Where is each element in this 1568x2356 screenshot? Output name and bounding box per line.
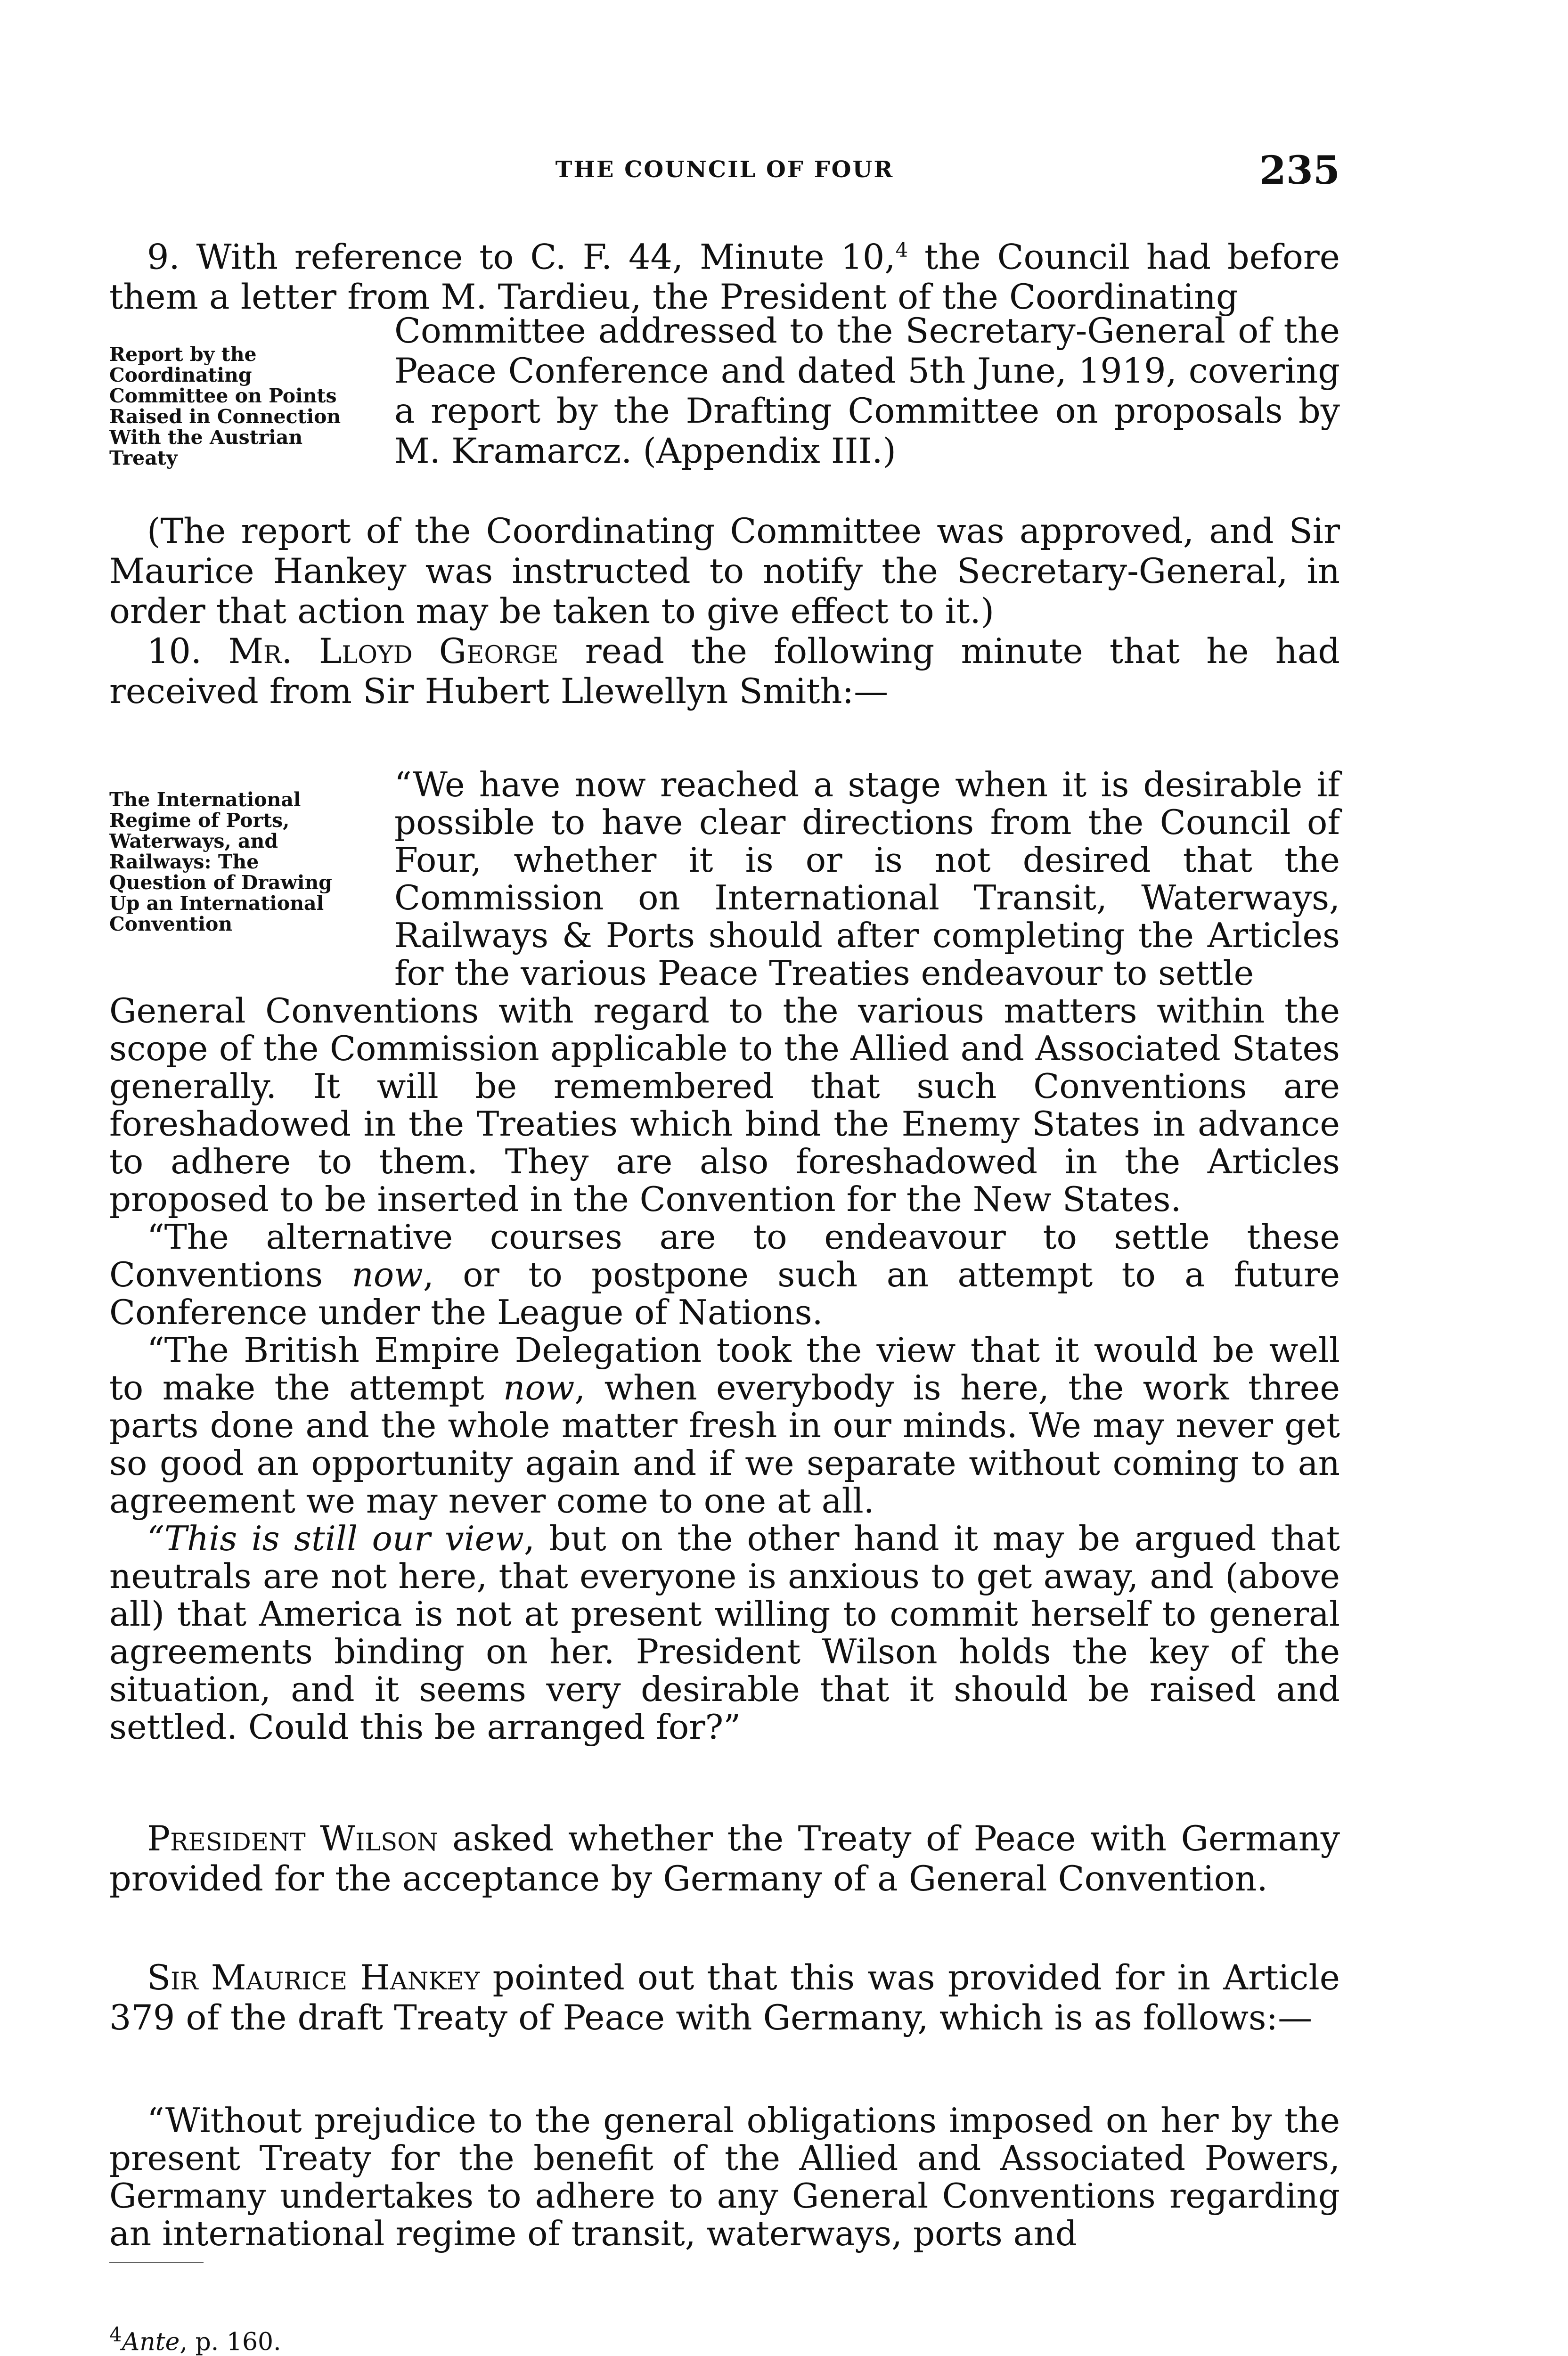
paragraph-approval-text: (The report of the Coordinating Committee was approved, and Sir Maurice Hankey was instructed to notify the Secretary-General, in order that action may be taken to give effect to it.) (109, 511, 1340, 631)
article-379-text: “Without prejudice to the general obligations imposed on her by the present Treaty for the benefit of the Allied and Associated Powers, Germany undertakes to adhere to any General Conventions regarding an international regime of transit, waterways, ports and (109, 2101, 1340, 2253)
running-header (109, 148, 1340, 199)
footnote-mark: 4 (109, 2323, 122, 2346)
paragraph-9-body (109, 311, 1340, 471)
quotation-block (109, 766, 1340, 1746)
footnote-ref: 4 (895, 238, 908, 262)
emphasis-still-our-view: “This is still our view (147, 1519, 524, 1558)
sidenote-coordinating-committee: Report by the Coordinating Committee on Points Raised in Connection With the Austrian Treaty (109, 343, 341, 469)
quote-paragraph-1-rest: General Conventions with regard to the various matters within the scope of the Commission applicable to the Allied and Associated States generally. It will be remembered that such Conventions are foreshadowed in the Treaties which bind the Enemy States in advance to adhere to them. They are also foreshadowed in the Articles proposed to be inserted in the Convention for the New States. (109, 991, 1340, 1219)
paragraph-9-cont: the Council had before them a letter from M. Tardieu, the President of the Coordinating (109, 237, 1340, 318)
paragraph-approval (109, 511, 1340, 631)
emphasis-now-2: now (503, 1368, 575, 1407)
speaker-wilson: President Wilson (147, 1819, 438, 1859)
quote-paragraph-3: “The British Empire Delegation took the view that it would be well to make the attempt now, when everybody is here, the work three parts done and the whole matter fresh in our minds. We may never get so good an opportunity again and if we separate without coming to an agreement we may never come to one at all. (109, 1330, 1340, 1521)
footnote (109, 2323, 281, 2356)
speaker-hankey: Sir Maurice Hankey (147, 1958, 480, 1998)
footnote-rule (109, 2262, 204, 2263)
speaker-lloyd-george: Mr. Lloyd George (228, 631, 559, 671)
paragraph-10-body: read the following minute that he had received from Sir Hubert Llewellyn Smith:— (109, 631, 1340, 712)
emphasis-now: now (351, 1255, 423, 1294)
paragraph-wilson (109, 1819, 1340, 1899)
page-number: 235 (1259, 148, 1340, 193)
paragraph-10 (109, 631, 1340, 712)
footnote-text: , p. 160. (180, 2328, 281, 2356)
quote-paragraph-2: “The alternative courses are to endeavour to settle these Conventions now, or to postpone such an attempt to a future Conference under the League of Nations. (109, 1217, 1340, 1332)
quote-paragraph-4: “This is still our view, but on the other hand it may be argued that neutrals are not here, that everyone is anxious to get away, and (above all) that America is not at present willing to commit herself to general agreements binding on her. President Wilson holds the key of the situation, and it seems very desirable that it should be raised and settled. Could this be arranged for?” (109, 1519, 1340, 1747)
paragraph-10-text (109, 631, 1340, 712)
paragraph-9-opening (109, 230, 1340, 317)
article-379-quote (109, 2102, 1340, 2252)
sidenote-international-regime: The International Regime of Ports, Waterways, and Railways: The Question of Drawing Up an International Convention (109, 788, 332, 935)
paragraph-9-lead: 9. With reference to C. F. 44, Minute 10, (147, 237, 896, 278)
paragraph-wilson-text: President Wilson asked whether the Treaty of Peace with Germany provided for the acceptance by Germany of a General Convention. (109, 1819, 1340, 1899)
paragraph-hankey (109, 1958, 1340, 2038)
paragraph-9-hanging: Committee addressed to the Secretary-General of the Peace Conference and dated 5th June, 1919, covering a report by the Drafting Committee on proposals by M. Kramarcz. (Appendix III.) (394, 311, 1340, 471)
paragraph-10-number: 10. (147, 631, 229, 671)
footnote-ante: Ante (122, 2328, 180, 2356)
quote-paragraph-1-first: “We have now reached a stage when it is desirable if possible to have clear directions from the Council of Four, whether it is or is not desired that the Commission on International Transit, Waterways, Railways & Ports should after completing the Articles for the various Peace Treaties endeavour to settle (394, 765, 1340, 993)
paragraph-hankey-text: Sir Maurice Hankey pointed out that this was provided for in Article 379 of the draft Treaty of Peace with Germany, which is as follows:— (109, 1958, 1340, 2038)
running-title: THE COUNCIL OF FOUR (555, 156, 894, 183)
